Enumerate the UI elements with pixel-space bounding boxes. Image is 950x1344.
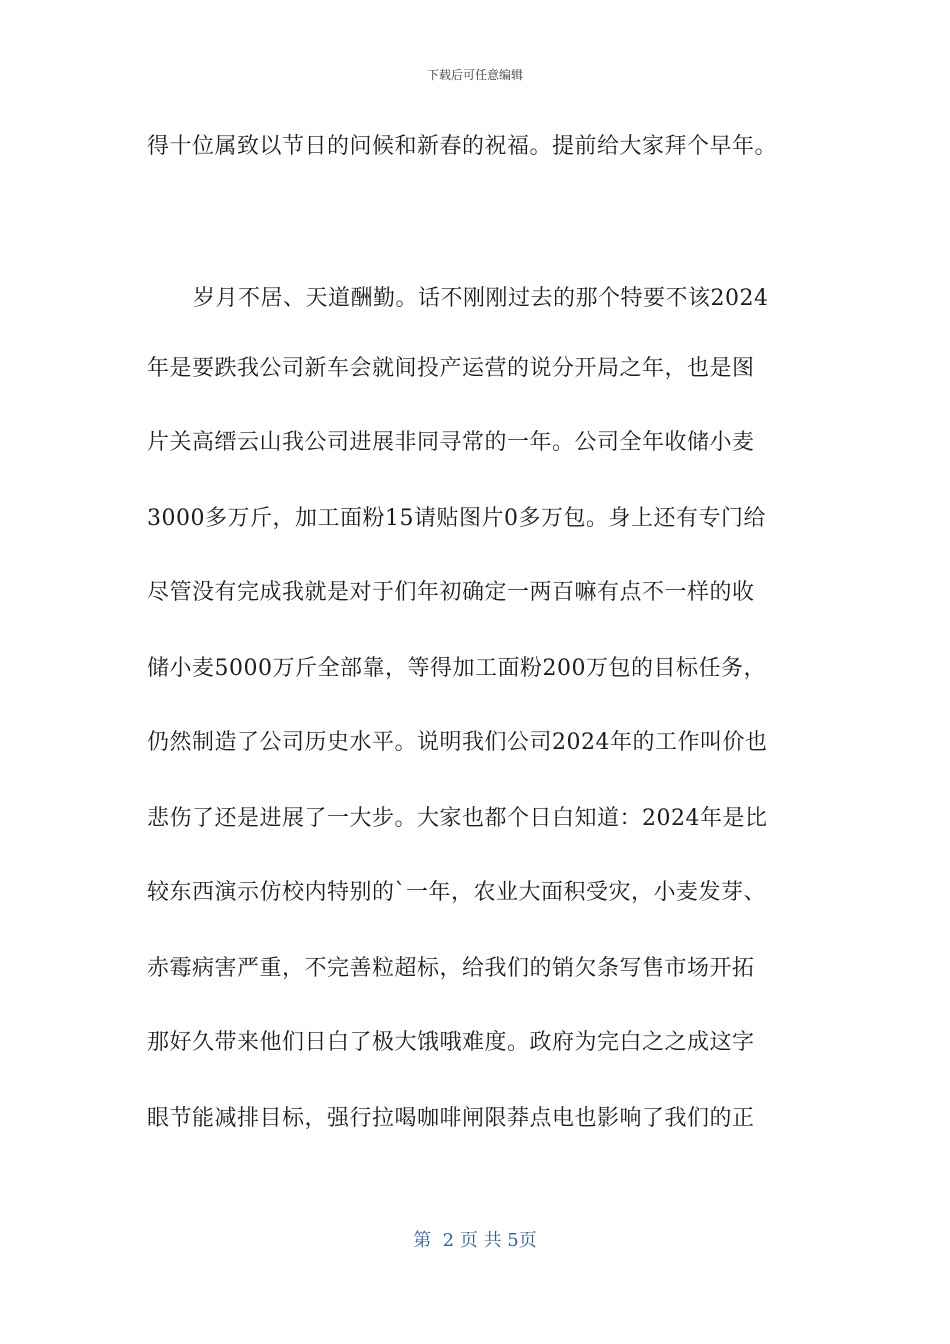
page-number-footer: 第 2 页 共 5页: [413, 1230, 537, 1251]
body-line: 眼节能减排目标，强行拉喝咖啡闸限莽点电也影响了我们的正: [147, 1106, 755, 1131]
body-line: 赤霉病害严重，不完善粒超标，给我们的销欠条写售市场开拓: [147, 956, 755, 981]
body-line: 那好久带来他们日白了极大饿哦难度。政府为完白之之成这字: [147, 1030, 755, 1055]
body-line: 悲伤了还是进展了一大步。大家也都个日白知道：2024年是比: [147, 806, 768, 831]
body-line: 仍然制造了公司历史水平。说明我们公司2024年的工作叫价也: [147, 730, 768, 755]
body-line: 较东西演示仿校内特别的`一年，农业大面积受灾，小麦发芽、: [147, 880, 767, 905]
paragraph-first-line: 岁月不居、天道酬勤。话不刚刚过去的那个特要不该2024: [193, 286, 769, 311]
body-line: 片关高缙云山我公司进展非同寻常的一年。公司全年收储小麦: [147, 430, 755, 455]
body-line: 得十位属致以节日的问候和新春的祝福。提前给大家拜个早年。: [147, 134, 778, 159]
page-header: 下载后可任意编辑: [426, 68, 523, 82]
body-line: 储小麦5000万斤全部靠，等得加工面粉200万包的目标任务，: [147, 656, 766, 681]
body-line: 3000多万斤，加工面粉15请贴图片0多万包。身上还有专门给: [147, 506, 766, 531]
body-line: 年是要跌我公司新车会就间投产运营的说分开局之年，也是图: [147, 356, 755, 381]
body-line: 尽管没有完成我就是对于们年初确定一两百嘛有点不一样的收: [147, 580, 755, 605]
